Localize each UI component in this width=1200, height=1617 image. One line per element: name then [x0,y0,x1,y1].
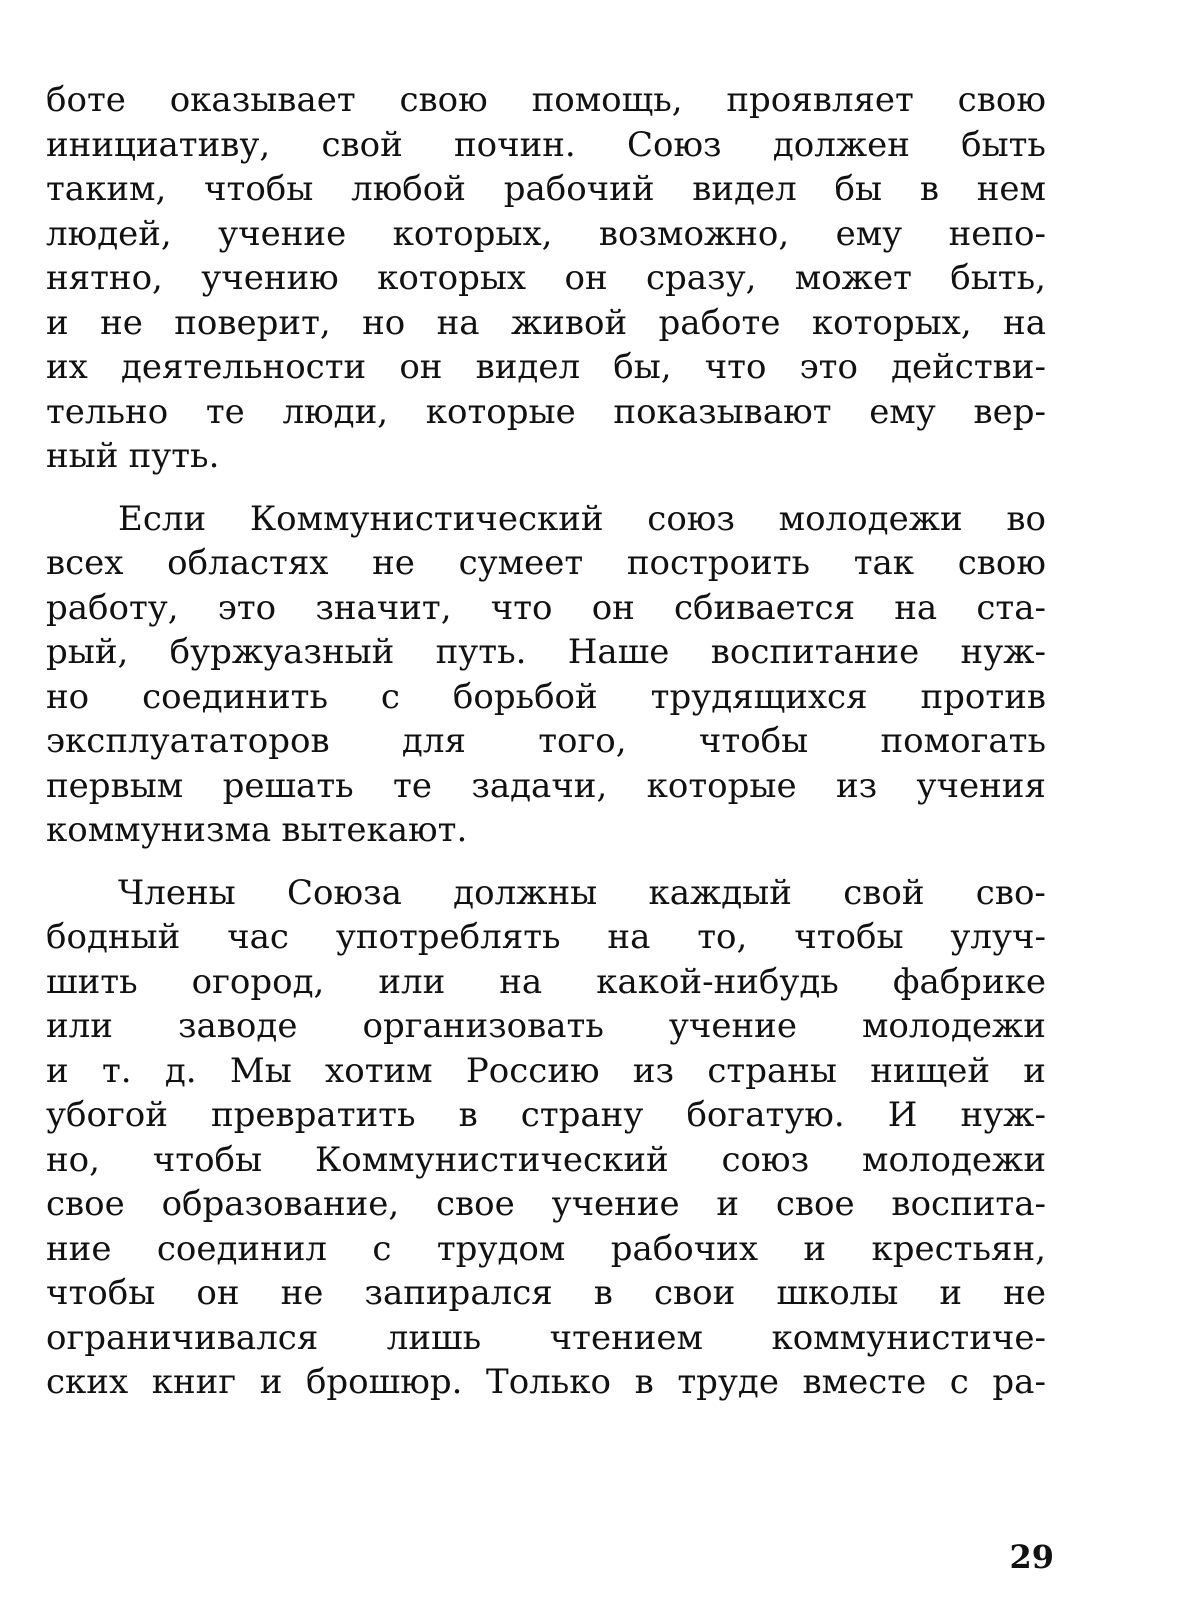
text-line: рый, буржуазный путь. Наше воспитание нуж- [46,632,1046,672]
text-line: но, чтобы Коммунистический союз молодежи [46,1139,1046,1180]
text-line: Члены Союза должны каждый свой сво- [118,872,1046,913]
text-line: коммунизма вытекают. [46,810,468,850]
text-line: ние соединил с трудом рабочих и крестьян, [46,1228,1046,1269]
text-line: убогой превратить в страну богатую. И нуж- [46,1095,1046,1135]
text-line: шить огород, или на какой-нибудь фабрике [46,961,1046,1002]
text-line: ограничивался лишь чтением коммунистиче- [46,1317,1046,1358]
text-line: тельно те люди, которые показывают ему вер- [46,391,1046,432]
text-line: чтобы он не запирался в свои школы и не [46,1273,1046,1313]
text-line: таким, чтобы любой рабочий видел бы в нем [46,169,1046,209]
text-line: бодный час употреблять на то, чтобы улуч- [46,917,1046,957]
paragraph-1 [46,78,1046,479]
text-line: работу, это значит, что он сбивается на ста- [46,587,1046,628]
text-line: первым решать те задачи, которые из учения [46,765,1046,806]
text-line: и не поверит, но на живой работе которых, на [46,302,1046,343]
text-line: их деятельности он видел бы, что это действи- [46,347,1046,387]
text-line: или заводе организовать учение молодежи [46,1006,1046,1046]
text-line: всех областях не сумеет построить так свою [46,543,1046,583]
text-line: инициативу, свой почин. Союз должен быть [46,124,1046,165]
text-line: ских книг и брошюр. Только в труде вместе с ра- [46,1362,1046,1402]
text-line: эксплуататоров для того, чтобы помогать [46,721,1046,761]
text-line: людей, учение которых, возможно, ему непо- [46,213,1046,254]
text-line: нятно, учению которых он сразу, может быть, [46,258,1046,298]
paragraph-gap [46,479,1046,497]
page-body [46,78,1046,1405]
paragraph-gap [46,853,1046,871]
paragraph-2 [46,497,1046,853]
text-line: ный путь. [46,436,220,476]
text-line: но соединить с борьбой трудящихся против [46,676,1046,717]
text-line: боте оказывает свою помощь, проявляет свою [46,80,1046,120]
text-line: Если Коммунистический союз молодежи во [118,498,1046,539]
paragraph-3 [46,871,1046,1405]
text-line: свое образование, свое учение и свое воспита- [46,1184,1046,1224]
page-number: 29 [1009,1538,1054,1576]
text-line: и т. д. Мы хотим Россию из страны нищей и [46,1050,1046,1091]
